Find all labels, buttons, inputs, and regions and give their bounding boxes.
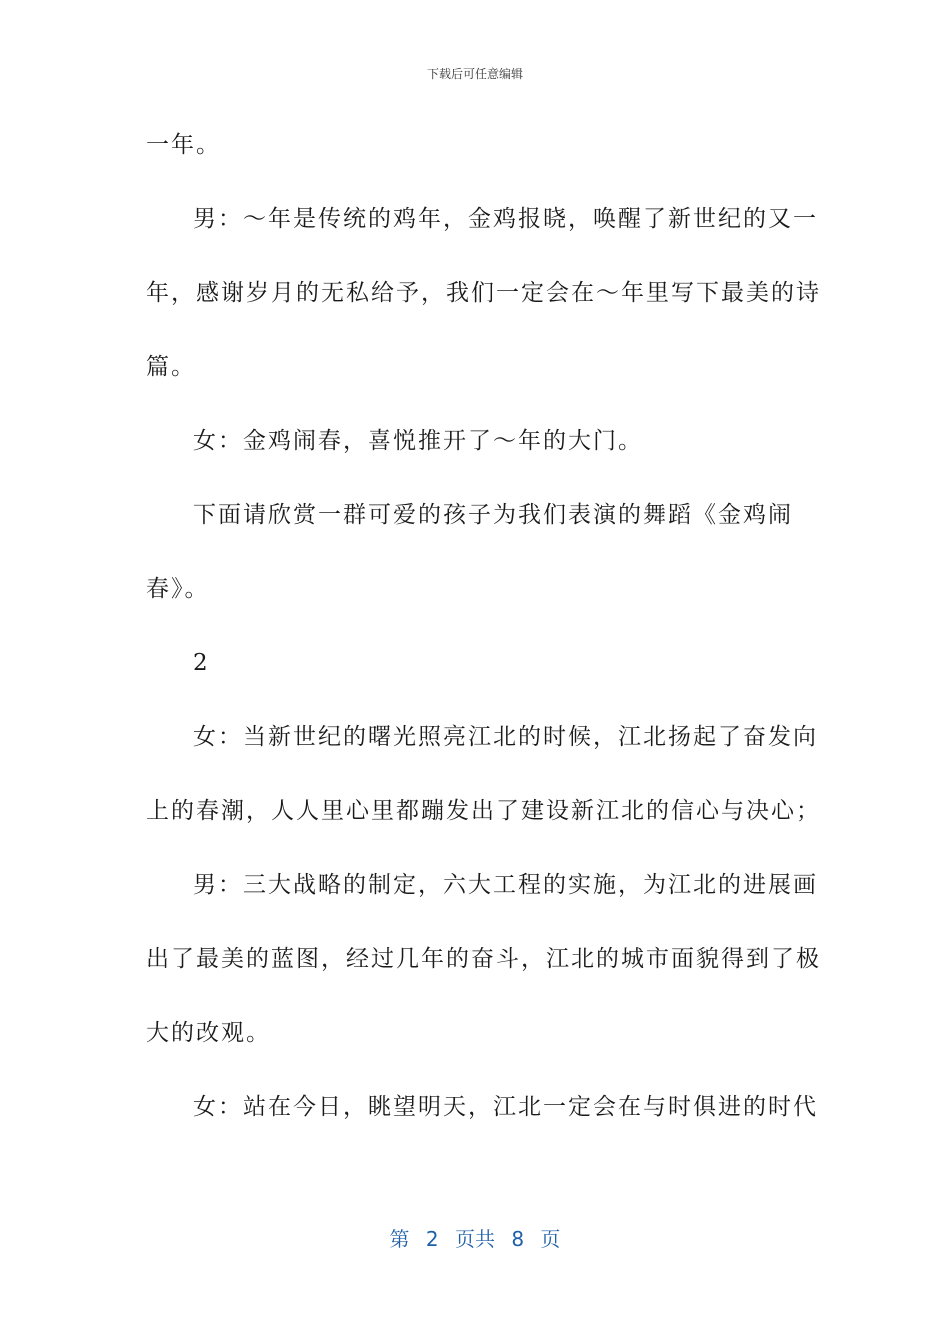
page-footer: 第 2 页共 8 页 xyxy=(389,1227,561,1251)
text-line: 篇。 xyxy=(146,354,196,380)
text-line: 女：金鸡闹春，喜悦推开了～年的大门。 xyxy=(193,428,643,454)
text-line: 年，感谢岁月的无私给予，我们一定会在～年里写下最美的诗 xyxy=(146,280,821,306)
document-body xyxy=(146,122,821,1158)
text-line: 男：～年是传统的鸡年，金鸡报晓，唤醒了新世纪的又一 xyxy=(193,206,818,232)
text-line: 下面请欣赏一群可爱的孩子为我们表演的舞蹈《金鸡闹 xyxy=(193,502,793,528)
section-number: 2 xyxy=(193,650,210,676)
text-line: 上的春潮，人人里心里都蹦发出了建设新江北的信心与决心； xyxy=(146,798,821,824)
text-line: 春》。 xyxy=(146,576,210,602)
text-line: 大的改观。 xyxy=(146,1020,271,1046)
page-header: 下载后可任意编辑 xyxy=(426,67,523,81)
text-line: 出了最美的蓝图，经过几年的奋斗，江北的城市面貌得到了极 xyxy=(146,946,821,972)
text-line: 女：站在今日，眺望明天，江北一定会在与时俱进的时代 xyxy=(193,1094,818,1120)
text-line: 女：当新世纪的曙光照亮江北的时候，江北扬起了奋发向 xyxy=(193,724,818,750)
text-line: 一年。 xyxy=(146,132,221,158)
text-line: 男：三大战略的制定，六大工程的实施，为江北的进展画 xyxy=(193,872,818,898)
